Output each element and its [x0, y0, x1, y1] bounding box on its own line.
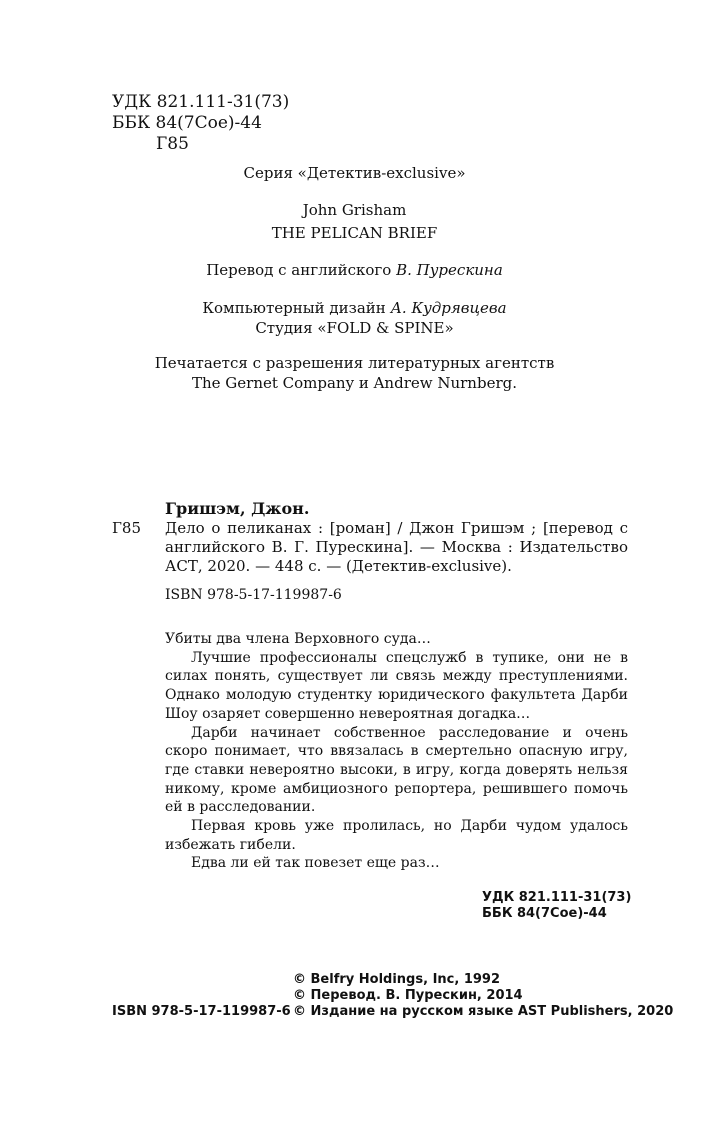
- original-title: THE PELICAN BRIEF: [271, 224, 438, 242]
- annotation-paragraph: Убиты два члена Верховного суда…: [165, 631, 431, 647]
- copyright-line: © Belfry Holdings, Inc, 1992: [293, 972, 501, 987]
- bottom-bbk-code: ББК 84(7Сое)-44: [482, 906, 607, 921]
- annotation-paragraph: Едва ли ей так повезет еще раз…: [191, 855, 440, 872]
- annotation-paragraph: Дарби начинает собственное расследование и очень скоро понимает, что ввязалась в смертельно опасную игру, где ставки невероятно высоки, в игру, когда доверять нельзя никому, кроме амбициозного репортера, решившего помочь ей в расследовании.: [165, 724, 628, 816]
- isbn-bottom: ISBN 978-5-17-119987-6: [112, 1004, 291, 1019]
- series-line: Серия «Детектив-exclusive»: [243, 164, 466, 182]
- udk-code: УДК 821.111-31(73): [112, 92, 290, 112]
- translation-prefix: Перевод с английского: [206, 261, 397, 279]
- bibliographic-description: Дело о пеликанах : [роман] / Джон Гришэм ; [перевод с английского В. Г. Пурескина]. — Москва : Издательство АСТ, 2020. — 448 с. — (Детектив-exclusive).: [165, 519, 628, 575]
- copyright-line: © Перевод. В. Пурескин, 2014: [293, 988, 523, 1003]
- classification-codes: [112, 92, 289, 155]
- designer-name: А. Кудрявцева: [390, 299, 507, 317]
- design-studio: Студия «FOLD & SPINE»: [255, 319, 454, 337]
- annotation-paragraph: Лучшие профессионалы спецслужб в тупике, они не в силах понять, существует ли связь между преступлениями. Однако молодую студентку юридического факультета Дарби Шоу озаряет совершенно невероятная догадка…: [165, 649, 628, 722]
- bibliographic-record: [112, 498, 628, 605]
- bibliographic-entry: [112, 519, 628, 576]
- original-author: John Grisham: [302, 201, 407, 219]
- bibliographic-author: Гришэм, Джон.: [165, 499, 310, 518]
- permission-line-2: The Gernet Company и Andrew Nurnberg.: [191, 374, 517, 392]
- bbk-code: ББК 84(7Сое)-44: [112, 113, 262, 133]
- permission-line-1: Печатается с разрешения литературных агентств: [154, 354, 555, 372]
- translation-credit: [0, 261, 709, 280]
- design-credit: [0, 299, 709, 318]
- annotation-paragraph: Первая кровь уже пролилась, но Дарби чудом удалось избежать гибели.: [165, 818, 628, 853]
- copyright-block: [293, 972, 673, 1020]
- copyright-line: © Издание на русском языке AST Publishers, 2020: [293, 1004, 674, 1019]
- design-prefix: Компьютерный дизайн: [202, 299, 391, 317]
- translator-name: В. Пурескина: [396, 261, 503, 279]
- annotation: [165, 630, 628, 873]
- bibliographic-class-sign: Г85: [112, 519, 142, 537]
- bottom-classification-codes: [482, 890, 631, 922]
- bibliographic-isbn: ISBN 978-5-17-119987-6: [165, 587, 342, 603]
- bottom-udk-code: УДК 821.111-31(73): [482, 890, 632, 905]
- author-sign: Г85: [156, 134, 189, 154]
